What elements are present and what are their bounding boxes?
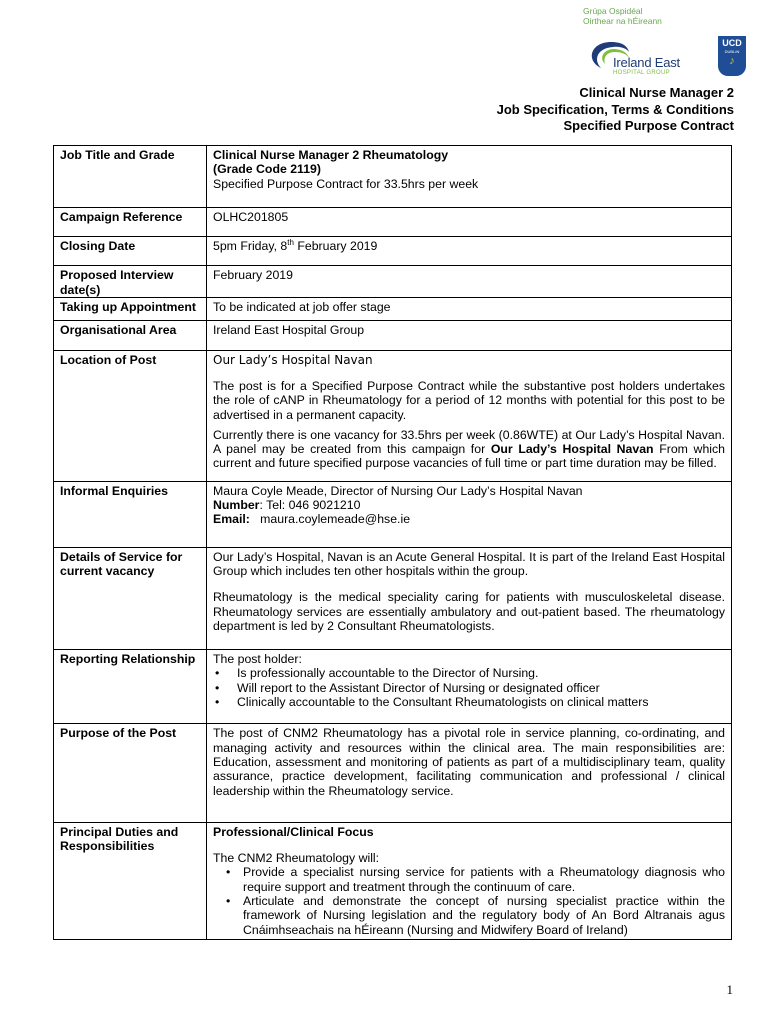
row-campaign [54, 207, 732, 236]
row-taking-up [54, 298, 732, 321]
location-para-2-a: Currently there is one vacancy for 33.5hrs per week (0.86WTE) at Our Lady’s Hospital Navan. A panel may be created from this campaign for [213, 427, 725, 457]
job-title: Clinical Nurse Manager 2 Rheumatology [213, 148, 449, 162]
enquiries-email [213, 512, 725, 526]
page-number: 1 [726, 982, 733, 997]
duties-intro: The CNM2 Rheumatology will: [213, 851, 380, 866]
ucd-sublabel: DUBLIN [724, 49, 740, 54]
org-area-label: Organisational Area [54, 321, 207, 350]
header-line-3: Specified Purpose Contract [563, 118, 734, 133]
row-duties [54, 822, 732, 939]
number-value: : Tel: 046 9021210 [259, 498, 361, 513]
logo-irish-text [583, 6, 662, 26]
logo-name: Ireland East [613, 55, 680, 70]
job-title-value [207, 146, 732, 208]
enquiries-number [213, 498, 725, 512]
logo-irish-line-2: Oirthear na hÉireann [583, 16, 662, 26]
row-purpose [54, 724, 732, 822]
interview-value: February 2019 [207, 266, 732, 298]
service-value [207, 547, 732, 649]
list-item: • Is professionally accountable to the Director of Nursing. [213, 666, 725, 680]
row-enquiries [54, 481, 732, 547]
service-para-2: Rheumatology is the medical speciality caring for patients with musculoskeletal disease. Rheumatology services are essentially ambulatory and out-patient based. The rheumatology department is led by 2 Consultant Rheumatologists. [213, 590, 725, 633]
reporting-label: Reporting Relationship [54, 650, 207, 724]
campaign-label: Campaign Reference [54, 207, 207, 236]
enquiries-value [207, 481, 732, 547]
row-job-title [54, 146, 732, 208]
reporting-value [207, 650, 732, 724]
service-para-1: Our Lady’s Hospital, Navan is an Acute General Hospital. It is part of the Ireland East Hospital Group which includes ten other hospitals within the group. [213, 549, 725, 578]
closing-date-pre: 5pm Friday, 8 [213, 239, 288, 254]
grade-code: (Grade Code 2119) [213, 162, 321, 177]
harp-icon: ♪ [729, 55, 735, 67]
row-service [54, 547, 732, 649]
ieh-logo [583, 6, 763, 76]
duties-heading: Professional/Clinical Focus [213, 824, 374, 839]
duties-label: Principal Duties and Responsibilities [54, 822, 207, 939]
number-label: Number [213, 498, 260, 513]
location-name: Our Lady’s Hospital Navan [213, 352, 373, 367]
header-line-1: Clinical Nurse Manager 2 [579, 85, 734, 100]
row-org-area [54, 321, 732, 350]
duties-list [213, 865, 725, 936]
location-para-2 [213, 428, 725, 471]
row-reporting [54, 650, 732, 724]
taking-up-label: Taking up Appointment [54, 298, 207, 321]
enquiries-contact: Maura Coyle Meade, Director of Nursing Our Lady’s Hospital Navan [213, 483, 583, 498]
taking-up-value: To be indicated at job offer stage [207, 298, 732, 321]
closing-date-value [207, 237, 732, 266]
list-item: • Articulate and demonstrate the concept of nursing specialist practice within the framework of Nursing legislation and the regulatory body of An Bord Altranais agus Cnáimhseachais na hÉireann (Nursing and Midwifery Board of Ireland) [213, 894, 725, 937]
row-location [54, 350, 732, 481]
reporting-intro: The post holder: [213, 652, 302, 667]
list-item: • Will report to the Assistant Director of Nursing or designated officer [213, 681, 725, 695]
duties-value [207, 822, 732, 939]
closing-date-label: Closing Date [54, 237, 207, 266]
document-header [497, 85, 734, 135]
job-title-label: Job Title and Grade [54, 146, 207, 208]
list-item: • Provide a specialist nursing service for patients with a Rheumatology diagnosis who require support and treatment through the continuum of care. [213, 865, 725, 894]
job-spec-table [53, 145, 732, 940]
email-label: Email: [213, 512, 250, 527]
campaign-value: OLHC201805 [207, 207, 732, 236]
interview-label: Proposed Interview date(s) [54, 266, 207, 298]
ucd-label: UCD [722, 38, 742, 48]
location-value [207, 350, 732, 481]
purpose-label: Purpose of the Post [54, 724, 207, 822]
row-interview [54, 266, 732, 298]
header-line-2: Job Specification, Terms & Conditions [496, 101, 734, 117]
enquiries-label: Informal Enquiries [54, 481, 207, 547]
closing-date-sup: th [287, 238, 294, 248]
ucd-crest [718, 36, 746, 76]
logo-irish-line-1: Grúpa Ospidéal [583, 6, 643, 16]
location-label: Location of Post [54, 350, 207, 481]
reporting-list [213, 666, 725, 709]
service-label: Details of Service for current vacancy [54, 547, 207, 649]
purpose-value: The post of CNM2 Rheumatology has a pivotal role in service planning, co-ordinating, and managing activity and resources within the clinical area. The main responsibilities are: Education, assessment and monitoring of patients as part of a multidisciplinary team, quality assurance, practice development, facilitating communication and professional / clinical leadership within the Rheumatology service. [207, 724, 732, 822]
row-closing-date [54, 237, 732, 266]
list-item: • Clinically accountable to the Consultant Rheumatologists on clinical matters [213, 695, 725, 709]
org-area-value: Ireland East Hospital Group [207, 321, 732, 350]
location-para-1: The post is for a Specified Purpose Contract while the substantive post holders undertakes the role of cANP in Rheumatology for a period of 12 months with potential for this post to be advertised in a permanent capacity. [213, 378, 725, 422]
location-para-2-c: From which current and future specified purpose vacancies of full time or part time duration may be filled. [213, 442, 725, 471]
logo-subname: HOSPITAL GROUP [613, 70, 670, 76]
email-value: maura.coylemeade@hse.ie [249, 512, 411, 527]
closing-date-post: February 2019 [293, 239, 378, 254]
location-para-2-b: Our Lady’s Hospital Navan [490, 442, 654, 457]
contract-type: Specified Purpose Contract for 33.5hrs per week [213, 176, 479, 191]
